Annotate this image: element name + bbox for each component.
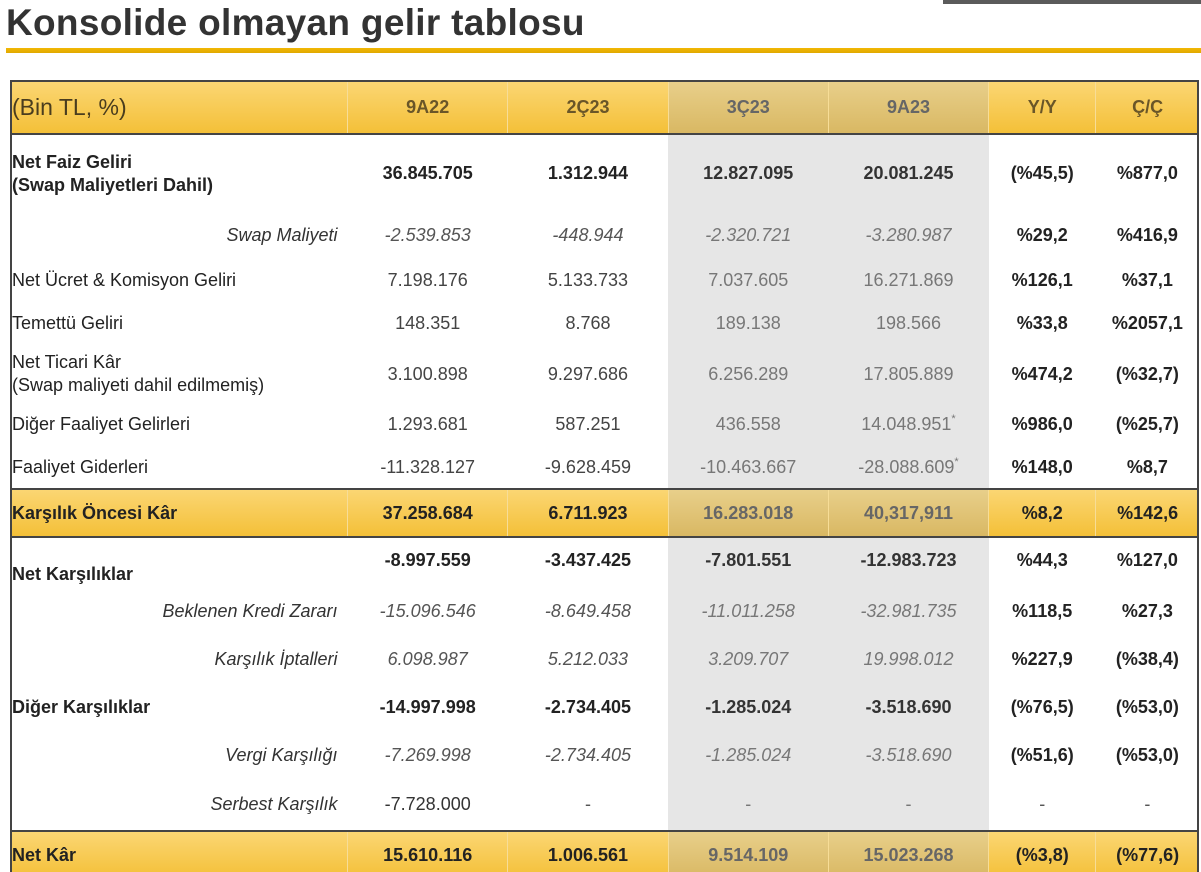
table-row (10, 403, 1199, 446)
cell-2q23: - (584, 794, 591, 814)
subtotal-row (10, 489, 1199, 537)
total-row (10, 831, 1199, 872)
cell-9a23: 16.271.869 (828, 259, 988, 302)
cell-yy: %8,2 (989, 489, 1096, 537)
cell-2q23: -9.628.459 (544, 456, 631, 477)
col-header-yy: Y/Y (989, 81, 1096, 134)
cell-9a23: -3.518.690 (828, 683, 988, 731)
table-row (10, 345, 1199, 403)
cell-2q23: 1.312.944 (547, 163, 628, 183)
table-row (10, 635, 1199, 683)
row-label: Swap Maliyeti (226, 225, 338, 245)
cell-qq: (%38,4) (1115, 648, 1179, 669)
row-label: Diğer Karşılıklar (12, 696, 151, 717)
row-label: Karşılık İptalleri (214, 648, 338, 669)
cell-9a23: 15.023.268 (828, 831, 988, 872)
cell-qq: (%32,7) (1115, 363, 1179, 384)
cell-yy: (%51,6) (1010, 744, 1074, 765)
top-decorative-bar (943, 0, 1201, 4)
cell-3q23: -2.320.721 (668, 212, 828, 259)
cell-2q23: -448.944 (552, 225, 624, 245)
cell-yy: (%3,8) (989, 831, 1096, 872)
col-header-9a23: 9A23 (828, 81, 988, 134)
cell-qq: %127,0 (1116, 550, 1178, 570)
col-header-qq: Ç/Ç (1096, 81, 1199, 134)
cell-qq: (%53,0) (1115, 744, 1179, 765)
cell-9a23: -3.280.987 (828, 212, 988, 259)
cell-9a22: 6.098.987 (387, 648, 468, 669)
cell-2q23: -2.734.405 (544, 744, 631, 765)
cell-yy: %44,3 (1016, 550, 1068, 570)
cell-yy: %118,5 (1012, 600, 1073, 621)
cell-9a22: -14.997.998 (379, 696, 476, 717)
table-row (10, 537, 1199, 587)
cell-qq: - (1144, 794, 1151, 814)
cell-yy: %148,0 (1011, 456, 1073, 477)
cell-9a23: 14.048.951* (828, 403, 988, 446)
cell-3q23: -1.285.024 (668, 683, 828, 731)
cell-2q23: 9.297.686 (547, 363, 628, 384)
cell-yy: %986,0 (1011, 414, 1073, 434)
cell-3q23: 436.558 (668, 403, 828, 446)
row-label: Serbest Karşılık (210, 794, 338, 814)
col-header-9a22: 9A22 (348, 81, 508, 134)
row-label: Net Kâr (10, 831, 348, 872)
row-label: Temettü Geliri (12, 313, 124, 333)
cell-yy: %227,9 (1011, 648, 1073, 669)
table-row (10, 779, 1199, 831)
cell-3q23: 9.514.109 (668, 831, 828, 872)
cell-9a22: -7.728.000 (384, 794, 471, 814)
cell-yy: (%45,5) (1010, 163, 1074, 183)
cell-yy: %474,2 (1011, 363, 1073, 384)
cell-qq: %877,0 (1116, 163, 1178, 183)
table-row (10, 683, 1199, 731)
cell-9a23: -32.981.735 (828, 587, 988, 635)
cell-9a22: 37.258.684 (348, 489, 508, 537)
cell-yy: %29,2 (1016, 225, 1068, 245)
row-label: Vergi Karşılığı (225, 744, 338, 765)
cell-2q23: 6.711.923 (508, 489, 668, 537)
table-header-row (10, 81, 1199, 134)
cell-qq: %27,3 (1121, 600, 1173, 621)
row-label: Net Karşılıklar (12, 564, 134, 584)
cell-9a23: -12.983.723 (828, 537, 988, 587)
table-row (10, 134, 1199, 212)
cell-9a22: -11.328.127 (380, 456, 476, 477)
cell-2q23: -8.649.458 (544, 600, 631, 621)
cell-qq: %37,1 (1121, 270, 1173, 290)
cell-3q23: -7.801.551 (668, 537, 828, 587)
footnote-marker: * (954, 455, 959, 468)
cell-9a23: -3.518.690 (828, 731, 988, 779)
cell-9a22: -2.539.853 (384, 225, 471, 245)
cell-yy: - (1039, 794, 1046, 814)
cell-qq: (%77,6) (1096, 831, 1199, 872)
cell-9a23: 198.566 (828, 302, 988, 345)
cell-2q23: 587.251 (555, 414, 621, 434)
cell-3q23: 16.283.018 (668, 489, 828, 537)
cell-2q23: -3.437.425 (544, 550, 631, 570)
cell-qq: %8,7 (1126, 456, 1168, 477)
row-label: Beklenen Kredi Zararı (162, 600, 338, 621)
cell-3q23: -11.011.258 (668, 587, 828, 635)
col-header-3q23: 3Ç23 (668, 81, 828, 134)
table-row (10, 446, 1199, 489)
cell-9a23: 17.805.889 (828, 345, 988, 403)
cell-9a22: -15.096.546 (379, 600, 476, 621)
cell-3q23: - (668, 779, 828, 831)
cell-yy: %33,8 (1016, 313, 1068, 333)
footnote-marker: * (951, 413, 956, 425)
table-row (10, 302, 1199, 345)
cell-9a22: 15.610.116 (348, 831, 508, 872)
row-label: Net Faiz Geliri (Swap Maliyetleri Dahil) (12, 151, 214, 195)
row-label: Karşılık Öncesi Kâr (10, 489, 348, 537)
cell-qq: %2057,1 (1111, 313, 1183, 333)
income-statement-table (10, 80, 1199, 872)
cell-qq: %416,9 (1116, 225, 1178, 245)
cell-9a23: -28.088.609* (828, 446, 988, 489)
cell-2q23: 8.768 (565, 313, 611, 333)
cell-9a23: 20.081.245 (828, 134, 988, 212)
unit-label: (Bin TL, %) (10, 81, 348, 134)
row-label: Faaliyet Giderleri (12, 456, 149, 477)
cell-qq: (%53,0) (1115, 696, 1179, 717)
cell-3q23: -1.285.024 (668, 731, 828, 779)
cell-yy: (%76,5) (1010, 696, 1074, 717)
row-label: Net Ticari Kâr (Swap maliyeti dahil edilmemiş) (12, 352, 265, 395)
table-row (10, 212, 1199, 259)
row-label: Diğer Faaliyet Gelirleri (12, 414, 191, 434)
cell-3q23: -10.463.667 (668, 446, 828, 489)
cell-3q23: 189.138 (668, 302, 828, 345)
cell-9a22: 7.198.176 (387, 270, 468, 290)
cell-2q23: 5.212.033 (547, 648, 628, 669)
page-title: Konsolide olmayan gelir tablosu (6, 2, 585, 43)
cell-9a23: - (828, 779, 988, 831)
table-row (10, 587, 1199, 635)
cell-2q23: -2.734.405 (544, 696, 631, 717)
cell-yy: %126,1 (1011, 270, 1073, 290)
cell-2q23: 1.006.561 (508, 831, 668, 872)
cell-9a22: 148.351 (395, 313, 461, 333)
cell-3q23: 3.209.707 (668, 635, 828, 683)
table-row (10, 731, 1199, 779)
cell-qq: %142,6 (1096, 489, 1199, 537)
cell-3q23: 6.256.289 (668, 345, 828, 403)
cell-9a22: 3.100.898 (387, 363, 468, 384)
table-row (10, 259, 1199, 302)
cell-3q23: 12.827.095 (668, 134, 828, 212)
cell-9a22: 1.293.681 (387, 414, 468, 434)
cell-9a22: 36.845.705 (382, 163, 473, 183)
cell-9a22: -7.269.998 (384, 744, 471, 765)
cell-9a23: 40,317,911 (828, 489, 988, 537)
col-header-2q23: 2Ç23 (508, 81, 668, 134)
row-label: Net Ücret & Komisyon Geliri (12, 270, 237, 290)
cell-qq: (%25,7) (1115, 414, 1179, 434)
title-rule (6, 48, 1201, 53)
cell-9a23: 19.998.012 (828, 635, 988, 683)
cell-3q23: 7.037.605 (668, 259, 828, 302)
cell-2q23: 5.133.733 (547, 270, 628, 290)
cell-9a22: -8.997.559 (384, 550, 471, 570)
